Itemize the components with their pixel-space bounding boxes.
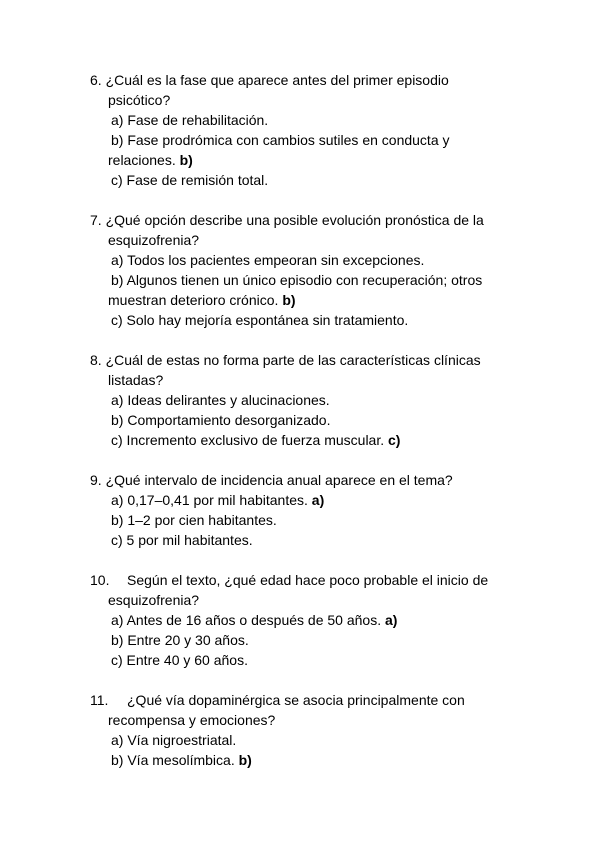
option-text: muestran deterioro crónico. <box>108 292 279 308</box>
answer-key: b) <box>282 292 296 308</box>
option-text: b) Fase prodrómica con cambios sutiles en conducta y <box>111 132 450 148</box>
option-a <box>90 610 530 630</box>
question-number: 8. <box>90 352 102 368</box>
question-number: 7. <box>90 212 102 228</box>
option-text: b) Algunos tienen un único episodio con recuperación; otros <box>111 272 483 288</box>
question-number: 11. <box>90 692 109 708</box>
option-c: c) Fase de remisión total. <box>111 172 269 188</box>
answer-key: a) <box>311 492 325 508</box>
option-b-continuation <box>90 150 530 170</box>
option-c: c) Entre 40 y 60 años. <box>111 652 248 668</box>
question-stem-text: ¿Qué vía dopaminérgica se asocia principalmente con <box>127 692 465 708</box>
question-number: 9. <box>90 472 102 488</box>
option-b: b) Comportamiento desorganizado. <box>111 412 331 428</box>
question-stem-continuation: listadas? <box>108 372 164 388</box>
answer-key: b) <box>179 152 193 168</box>
option-a: a) Todos los pacientes empeoran sin excepciones. <box>111 252 425 268</box>
option-text: a) Antes de 16 años o después de 50 años. <box>111 612 382 628</box>
question-stem-line <box>90 210 530 230</box>
option-a: a) Vía nigroestriatal. <box>111 732 237 748</box>
question-stem-line <box>90 690 530 710</box>
question-stem-line <box>90 570 530 590</box>
question-11 <box>90 690 530 770</box>
question-6 <box>90 70 530 190</box>
question-stem-continuation: esquizofrenia? <box>108 592 200 608</box>
question-stem-continuation: esquizofrenia? <box>108 232 200 248</box>
option-c <box>90 430 530 450</box>
question-stem-text: Según el texto, ¿qué edad hace poco probable el inicio de <box>127 572 489 588</box>
option-text: relaciones. <box>108 152 176 168</box>
question-9 <box>90 470 530 550</box>
option-text: c) Incremento exclusivo de fuerza muscular. <box>111 432 385 448</box>
question-number: 6. <box>90 72 102 88</box>
question-stem-text: ¿Qué intervalo de incidencia anual aparece en el tema? <box>105 472 453 488</box>
option-text: b) Vía mesolímbica. <box>111 752 235 768</box>
option-b <box>90 130 530 150</box>
question-stem-line <box>90 350 530 370</box>
option-a: a) Fase de rehabilitación. <box>111 112 269 128</box>
question-number: 10. <box>90 572 110 588</box>
option-c: c) 5 por mil habitantes. <box>111 532 253 548</box>
question-stem-text: ¿Qué opción describe una posible evolución pronóstica de la <box>105 212 484 228</box>
option-c: c) Solo hay mejoría espontánea sin tratamiento. <box>111 312 409 328</box>
question-stem-line <box>90 470 530 490</box>
question-stem-text: ¿Cuál es la fase que aparece antes del primer episodio <box>105 72 449 88</box>
option-text: a) 0,17–0,41 por mil habitantes. <box>111 492 308 508</box>
option-b <box>90 750 530 770</box>
answer-key: c) <box>388 432 401 448</box>
question-stem-text: ¿Cuál de estas no forma parte de las características clínicas <box>105 352 481 368</box>
answer-key: b) <box>238 752 252 768</box>
question-8 <box>90 350 530 450</box>
question-stem-continuation: psicótico? <box>108 92 171 108</box>
option-b: b) 1–2 por cien habitantes. <box>111 512 277 528</box>
answer-key: a) <box>385 612 398 628</box>
option-a <box>90 490 530 510</box>
question-stem-line <box>90 70 530 90</box>
option-a: a) Ideas delirantes y alucinaciones. <box>111 392 330 408</box>
option-b <box>90 270 530 290</box>
option-b: b) Entre 20 y 30 años. <box>111 632 249 648</box>
option-b-continuation <box>90 290 530 310</box>
question-10 <box>90 570 530 670</box>
question-stem-continuation: recompensa y emociones? <box>108 712 276 728</box>
question-7 <box>90 210 530 330</box>
